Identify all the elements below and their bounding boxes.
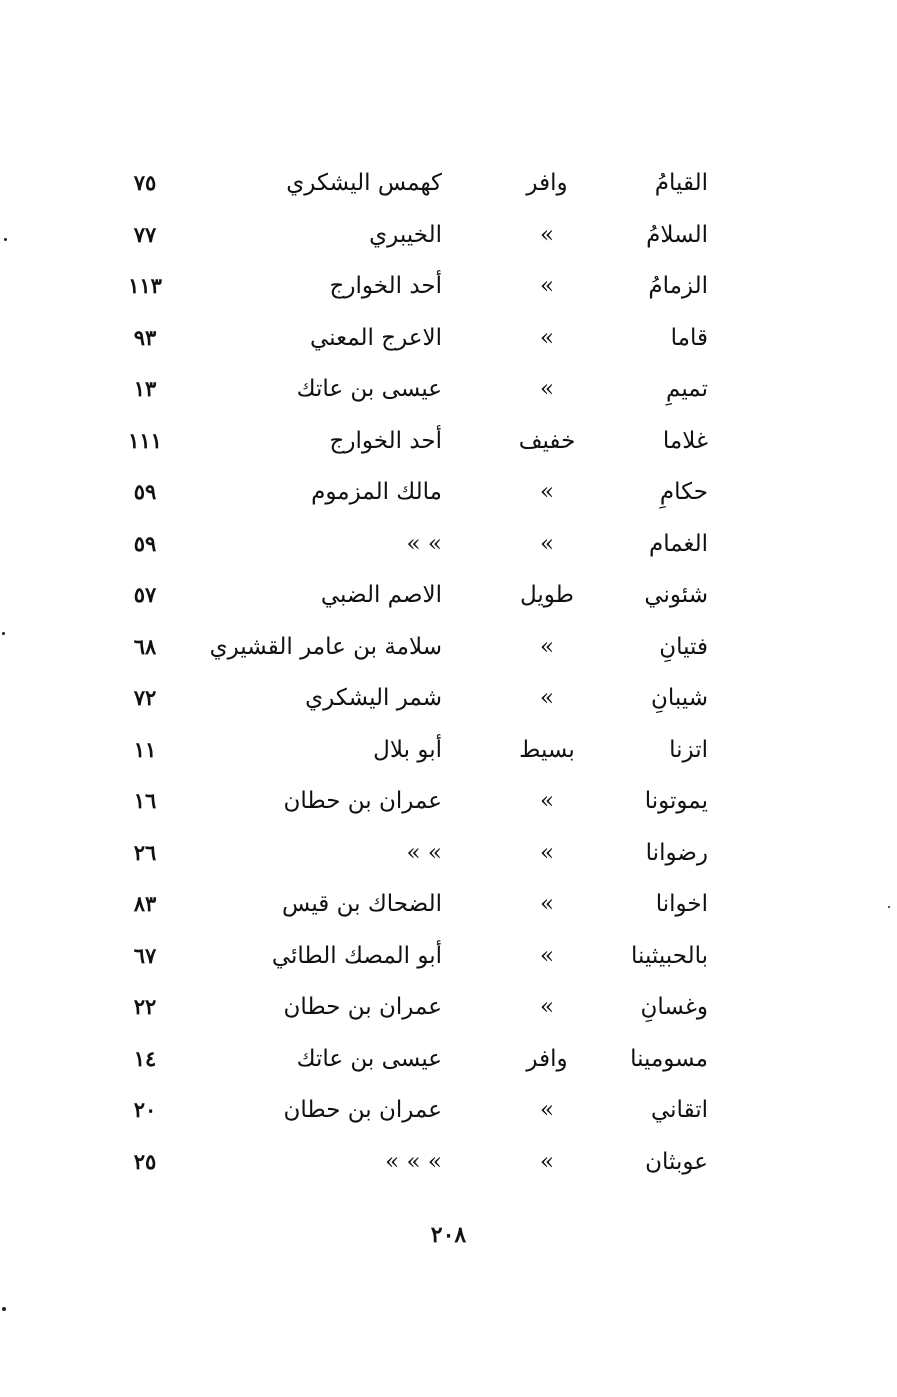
table-row <box>100 830 720 882</box>
meter-name: » <box>539 942 555 969</box>
rhyme-word: عوبثان <box>645 1148 708 1175</box>
page-ref: ٢٦ <box>133 839 157 865</box>
page-ref: ٨٣ <box>133 891 157 916</box>
table-row <box>100 212 720 264</box>
poet-name: عمران بن حطان <box>283 1097 442 1123</box>
meter-name: بسيط <box>519 736 575 763</box>
table-row <box>100 984 720 1036</box>
table-row <box>100 881 720 933</box>
meter-name: » <box>539 685 555 711</box>
meter-name: » <box>539 633 555 660</box>
page-ref: ٢٢ <box>133 994 157 1019</box>
rhyme-word: غلاما <box>662 427 708 454</box>
rhyme-word: حكامِ <box>659 479 708 505</box>
page-ref: ٩٣ <box>133 324 157 350</box>
table-row <box>100 1036 720 1088</box>
poet-name: عيسى بن عاتك <box>296 376 442 402</box>
page-ref: ١١٣ <box>128 273 162 298</box>
page-ref: ٢٠ <box>133 1097 157 1122</box>
page-ref: ٧٧ <box>133 221 157 247</box>
rhyme-word: رضوانا <box>645 839 708 866</box>
page-number: ٢٠٨ <box>430 1222 467 1248</box>
rhyme-word: السلامُ <box>646 221 708 248</box>
table-row <box>100 933 720 985</box>
poet-name: » » <box>406 530 442 557</box>
rhyme-word: الغمام <box>648 530 708 557</box>
rhyme-word: شئوني <box>644 582 708 608</box>
meter-name: طويل <box>519 582 574 608</box>
scan-speck <box>888 906 890 908</box>
meter-name: خفيف <box>518 427 576 454</box>
meter-name: » <box>539 1148 555 1175</box>
poet-name: عيسى بن عاتك <box>296 1045 442 1072</box>
table-row <box>100 572 720 624</box>
poet-name: الضحاك بن قيس <box>282 891 442 917</box>
rhyme-word: قاما <box>670 324 708 351</box>
meter-name: » <box>539 839 555 866</box>
poet-name: شمر اليشكري <box>305 685 442 711</box>
meter-name: » <box>539 479 555 505</box>
rhyme-word: اتزنا <box>669 736 708 763</box>
poet-name: أحد الخوارج <box>329 273 442 299</box>
poet-name: عمران بن حطان <box>283 788 442 814</box>
page-ref: ١١١ <box>128 427 162 453</box>
poet-name: الاعرج المعني <box>310 324 442 351</box>
poet-name: أبو بلال <box>373 736 442 763</box>
rhyme-word: بالحبيثينا <box>631 942 708 969</box>
meter-name: وافر <box>526 170 568 196</box>
rhyme-word: شيبانِ <box>650 685 708 711</box>
rhyme-word: فتيانِ <box>659 633 708 660</box>
page-ref: ١٣ <box>133 376 157 401</box>
table-row <box>100 160 720 212</box>
table-row <box>100 469 720 521</box>
meter-name: » <box>539 994 555 1020</box>
table-row <box>100 263 720 315</box>
table-row <box>100 315 720 367</box>
poet-name: » » <box>406 839 442 866</box>
verse-index-table <box>100 160 720 1190</box>
rhyme-word: اتقاني <box>650 1097 708 1123</box>
meter-name: » <box>539 788 555 814</box>
scan-speck <box>4 238 7 241</box>
rhyme-word: يموتونا <box>644 788 708 814</box>
table-row <box>100 1139 720 1191</box>
meter-name: وافر <box>526 1045 568 1072</box>
scan-speck <box>2 1307 6 1311</box>
rhyme-word: تميمِ <box>666 376 708 402</box>
table-row <box>100 521 720 573</box>
poet-name: أحد الخوارج <box>329 427 442 454</box>
meter-name: » <box>539 273 555 299</box>
meter-name: » <box>539 221 555 248</box>
poet-name: الاصم الضبي <box>320 582 442 608</box>
poet-name: سلامة بن عامر القشيري <box>209 633 442 660</box>
table-row <box>100 624 720 676</box>
page-ref: ٥٩ <box>133 530 157 556</box>
table-row <box>100 366 720 418</box>
poet-name: » » » <box>385 1148 442 1175</box>
page-ref: ٧٢ <box>133 685 157 710</box>
page-ref: ٦٨ <box>133 633 157 659</box>
table-row <box>100 727 720 779</box>
page-ref: ٥٩ <box>133 479 157 504</box>
poet-name: عمران بن حطان <box>283 994 442 1020</box>
meter-name: » <box>539 376 555 402</box>
meter-name: » <box>539 530 555 557</box>
table-row <box>100 418 720 470</box>
poet-name: كهمس اليشكري <box>286 170 442 196</box>
page-ref: ٧٥ <box>133 170 157 195</box>
meter-name: » <box>539 324 555 351</box>
table-row <box>100 778 720 830</box>
poet-name: مالك المزموم <box>311 479 442 505</box>
meter-name: » <box>539 1097 555 1123</box>
poet-name: أبو المصك الطائي <box>271 942 442 969</box>
table-row <box>100 1087 720 1139</box>
table-row <box>100 675 720 727</box>
rhyme-word: اخوانا <box>655 891 708 917</box>
rhyme-word: مسومينا <box>630 1045 708 1072</box>
page-ref: ٢٥ <box>133 1148 157 1174</box>
page-ref: ٥٧ <box>133 582 157 607</box>
poet-name: الخيبري <box>369 221 442 248</box>
rhyme-word: الزمامُ <box>648 273 708 299</box>
rhyme-word: وغسانِ <box>640 994 708 1020</box>
page-ref: ٦٧ <box>133 942 157 968</box>
meter-name: » <box>539 891 555 917</box>
scan-speck <box>2 632 5 635</box>
page-ref: ١٦ <box>133 788 157 813</box>
page-ref: ١٤ <box>133 1045 157 1071</box>
rhyme-word: القيامُ <box>654 170 708 196</box>
page-ref: ١١ <box>133 736 157 762</box>
